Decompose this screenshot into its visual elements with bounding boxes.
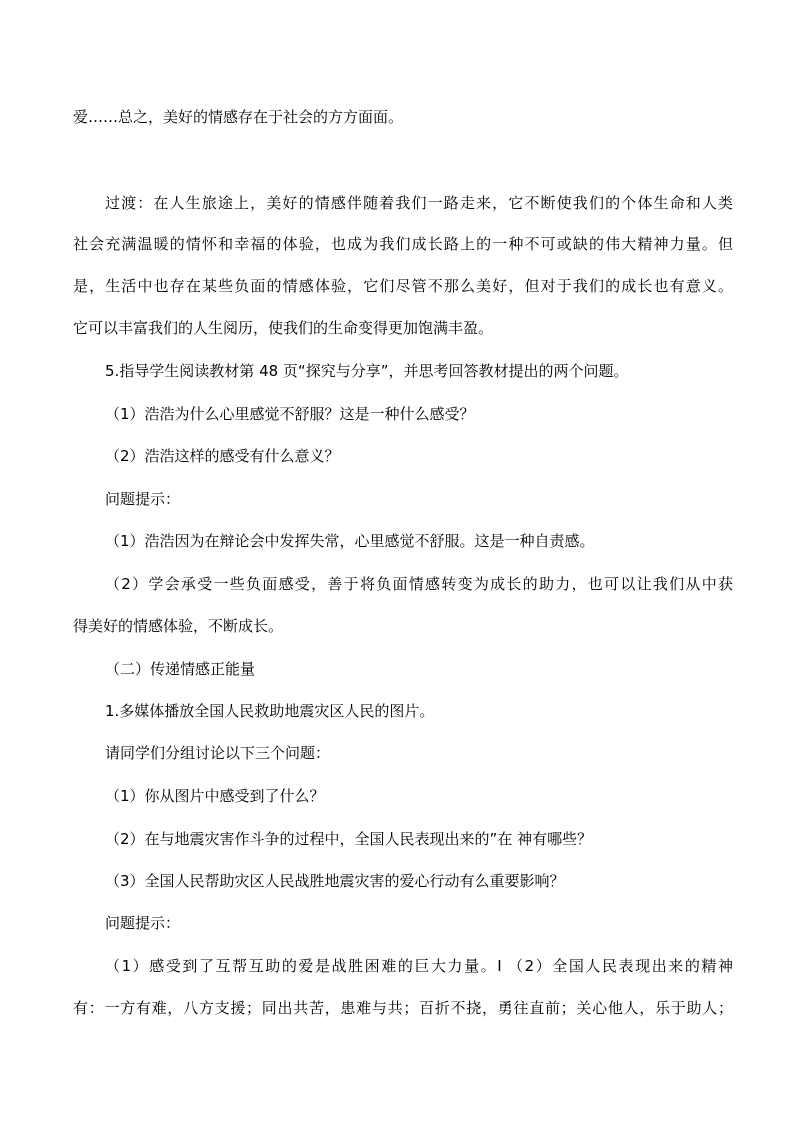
hint-heading-2: 问题提示：: [105, 914, 181, 932]
hint-answer-2-line-2: 得美好的情感体验，不断成长。: [73, 617, 284, 635]
hint-answer-1: （1）浩浩因为在辩论会中发挥失常，心里感觉不舒服。这是一种自责感。: [105, 532, 595, 550]
discussion-question-1: （1）你从图片中感受到了什么？: [105, 787, 325, 805]
discussion-question-2: （2）在与地震灾害作斗争的过程中，全国人民表现出来的”在 神有哪些？: [105, 830, 593, 848]
discussion-question-3: （3）全国人民帮助灾区人民战胜地震灾害的爱心行动有么重要影响？: [105, 872, 565, 890]
paragraph-transition-line-2: 社会充满温暖的情怀和幸福的体验，也成为我们成长路上的一种不可或缺的伟大精神力量。但: [73, 235, 733, 253]
discussion-answer-line-2: 有：一方有难，八方支援；同出共苦，患难与共；百折不挠，勇往直前；关心他人，乐于助人；: [73, 999, 733, 1017]
paragraph-transition-line-3: 是，生活中也存在某些负面的情感体验，它们尽管不那么美好，但对于我们的成长也有意义。: [73, 277, 733, 295]
instruction-item-5: 5.指导学生阅读教材第 48 页“探究与分享”，并思考回答教材提出的两个问题。: [105, 362, 629, 380]
paragraph-transition-line-1: 过渡：在人生旅途上，美好的情感伴随着我们一路走来，它不断使我们的个体生命和人类: [105, 194, 733, 212]
discussion-answer-line-1: （1）感受到了互帮互助的爱是战胜困难的巨大力量。I （2）全国人民表现出来的精神: [105, 957, 733, 975]
question-1: （1）浩浩为什么心里感觉不舒服？这是一种什么感受？: [105, 405, 475, 423]
section-heading-2: （二）传递情感正能量: [105, 660, 256, 678]
hint-heading-1: 问题提示：: [105, 490, 181, 508]
question-2: （2）浩浩这样的感受有什么意义？: [105, 447, 340, 465]
hint-answer-2-line-1: （2）学会承受一些负面感受，善于将负面情感转变为成长的助力，也可以让我们从中获: [105, 575, 733, 593]
discussion-prompt: 请同学们分组讨论以下三个问题：: [105, 744, 331, 762]
paragraph-line-1: 爱……总之，美好的情感存在于社会的方方面面。: [73, 108, 404, 126]
instruction-item-1: 1.多媒体播放全国人民救助地震灾区人民的图片。: [105, 702, 435, 720]
paragraph-transition-line-4: 它可以丰富我们的人生阅历，使我们的生命变得更加饱满丰盈。: [73, 319, 494, 337]
